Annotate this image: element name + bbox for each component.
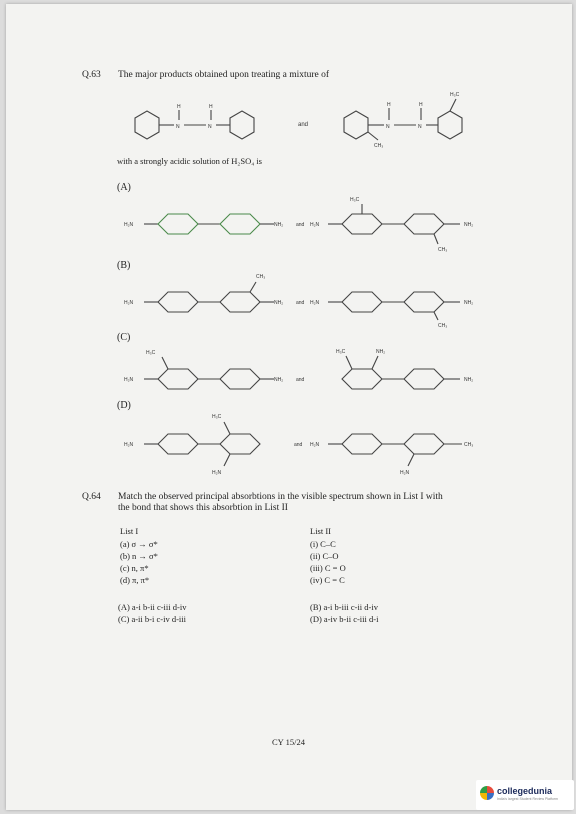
option-a-structure [124,197,473,253]
option-d-structure [124,414,473,476]
chem-label: H₂N [124,442,134,448]
answer-option-a: (A) a-i b-ii c-iii d-iv [118,602,187,612]
list2-item: (iv) C = C [310,575,345,585]
list2-item: (i) C–C [310,539,336,549]
q63-question-tail: with a strongly acidic solution of H₂SO₄ is [117,156,262,166]
chem-label: CH₃ [464,442,474,448]
chem-label: H₃C [212,414,222,420]
chem-label: N [176,124,180,130]
exam-page [6,4,572,810]
list1-item: (d) π, π* [120,575,150,585]
option-a-label: (A) [117,182,131,193]
answer-option-b: (B) a-i b-iii c-ii d-iv [310,602,378,612]
chemical-structures [6,4,572,484]
chem-label: H₂N [212,470,222,476]
and-label: and [296,377,305,383]
list2-item: (iii) C = O [310,563,346,573]
option-c-label: (C) [117,332,131,343]
answer-option-d: (D) a-iv b-ii c-iii d-i [310,614,379,624]
q63-number: Q.63 [82,70,101,80]
q63-question-text: The major products obtained upon treating a mixture of [118,70,330,80]
watermark-logo [476,780,574,810]
watermark-tagline: India's largest Student Review Platform [497,797,558,801]
q64-number: Q.64 [82,492,101,502]
chem-label: N [418,124,422,130]
chem-label: NH₂ [376,349,386,355]
and-label: and [296,222,305,228]
chem-label: NH₂ [464,300,474,306]
answer-option-c: (C) a-ii b-i c-iv d-iii [118,614,186,624]
chem-label: H₂N [310,442,320,448]
list1-title: List I [120,526,139,536]
page-number: CY 15/24 [272,737,305,747]
chem-label: NH₂ [464,222,474,228]
list1-item: (a) σ → σ* [120,539,158,549]
list2-item: (ii) C–O [310,551,339,561]
chem-label: H₂N [124,377,134,383]
chem-label: H [387,102,391,108]
chem-label: N [208,124,212,130]
list1-item: (b) n → σ* [120,551,158,561]
chem-label: NH₂ [274,300,284,306]
chem-label: H₂N [310,300,320,306]
chem-label: CH₃ [256,274,266,280]
and-label: and [296,300,305,306]
reactant-1-structure [135,104,254,139]
collegedunia-logo-icon [480,786,494,800]
chem-label: NH₂ [274,377,284,383]
chem-label: CH₃ [438,323,448,329]
and-label: and [294,442,303,448]
chem-label: NH₂ [464,377,474,383]
chem-label: H₃C [146,350,156,356]
option-b-structure [124,274,473,329]
option-b-label: (B) [117,260,131,271]
list2-title: List II [310,526,332,536]
chem-label: H₂N [124,222,134,228]
chem-label: H₂N [310,222,320,228]
reactant-2-structure [344,92,462,149]
chem-label: H [419,102,423,108]
chem-label: CH₃ [438,247,448,253]
chem-label: NH₂ [274,222,284,228]
and-label: and [298,122,309,128]
watermark-brand: collegedunia [497,786,553,796]
chem-label: H [177,104,181,110]
chem-label: H₂N [124,300,134,306]
chem-label: H [209,104,213,110]
chem-label: N [386,124,390,130]
q64-question-line-2: the bond that shows this absorbtion in List II [118,503,288,513]
chem-label: H₂N [400,470,410,476]
option-c-structure [124,349,473,389]
chem-label: H₃C [336,349,346,355]
list1-item: (c) n, π* [120,563,149,573]
chem-label: H₃C [450,92,460,98]
option-d-label: (D) [117,400,131,411]
q64-question-line-1: Match the observed principal absorbtions in the visible spectrum shown in List I with [118,492,443,502]
chem-label: CH₃ [374,143,384,149]
chem-label: H₃C [350,197,360,203]
